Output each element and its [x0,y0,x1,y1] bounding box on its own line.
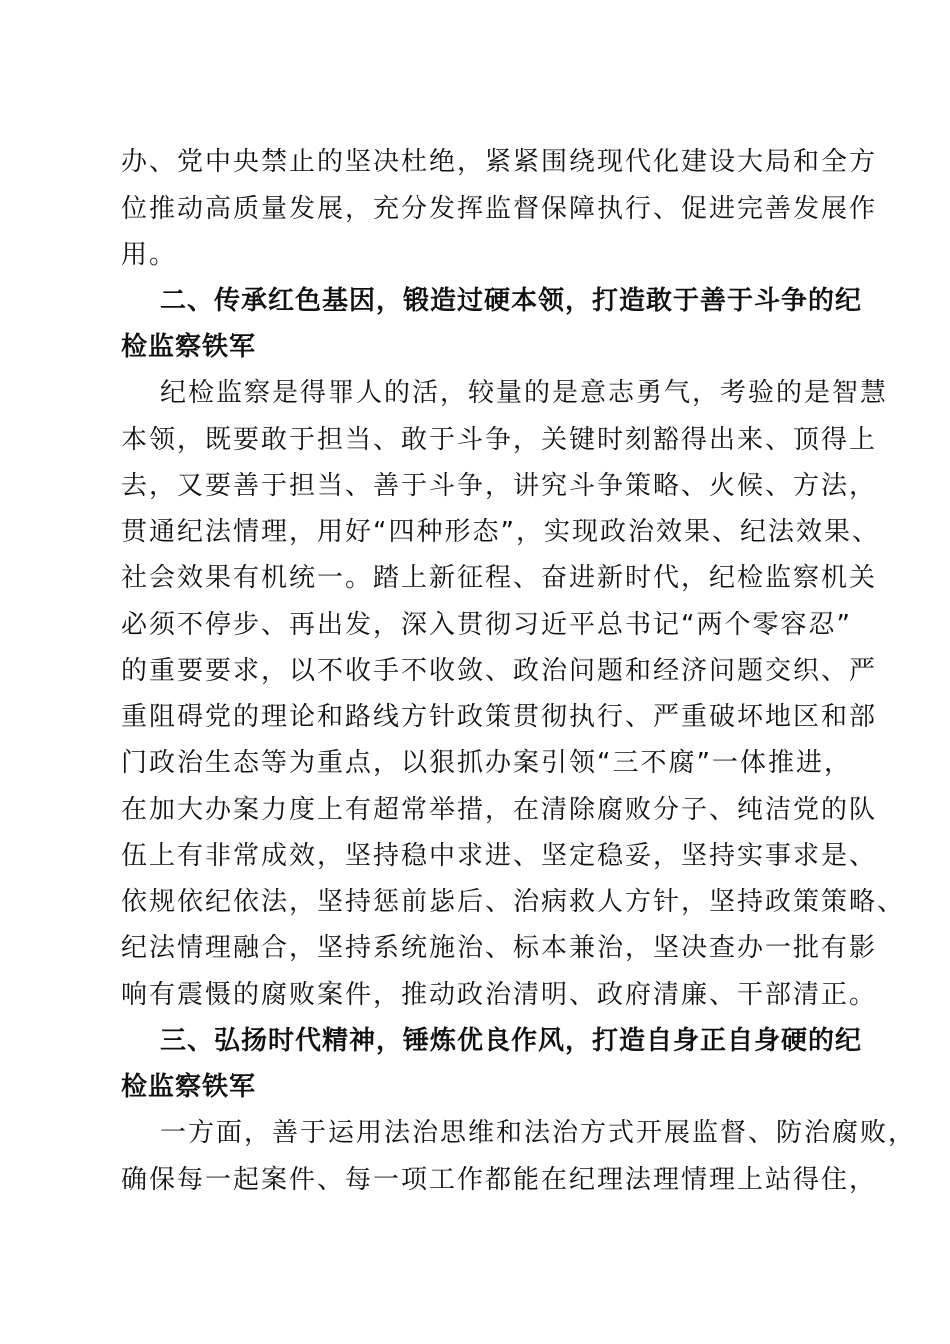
paragraph-line: 确保每一起案件、每一项工作都能在纪理法理情理上站得住， [121,1165,878,1195]
paragraph-line: 纪检监察是得罪人的活，较量的是意志勇气，考验的是智慧 [160,378,889,408]
section-heading-3-cont: 检监察铁军 [121,1072,257,1102]
paragraph-line: 贯通纪法情理，用好“四种形态”，实现政治效果、纪法效果、 [121,517,880,547]
paragraph-line: 去，又要善于担当、善于斗争，讲究斗争策略、火候、方法， [121,471,878,501]
paragraph-line: 位推动高质量发展，充分发挥监督保障执行、促进完善发展作 [121,194,878,224]
paragraph-line: 办、党中央禁止的坚决杜绝，紧紧围绕现代化建设大局和全方 [121,147,878,177]
paragraph-line: 重阻碍党的理论和路线方针政策贯彻执行、严重破坏地区和部 [121,702,878,732]
paragraph-line: 必须不停步、再出发，深入贯彻习近平总书记“两个零容忍” [121,610,852,640]
paragraph-line: 用。 [121,240,178,270]
paragraph-line: 响有震慑的腐败案件，推动政治清明、政府清廉、干部清正。 [121,980,878,1010]
paragraph-line: 一方面，善于运用法治思维和法治方式开展监督、防治腐败， [160,1118,917,1148]
paragraph-line: 伍上有非常成效，坚持稳中求进、坚定稳妥，坚持实事求是、 [121,841,878,871]
paragraph-line: 门政治生态等为重点，以狠抓办案引领“三不腐”一体推进， [121,748,852,778]
paragraph-line: 社会效果有机统一。踏上新征程、奋进新时代，纪检监察机关 [121,563,878,593]
paragraph-line: 在加大办案力度上有超常举措，在清除腐败分子、纯洁党的队 [121,795,878,825]
paragraph-line: 纪法情理融合，坚持系统施治、标本兼治，坚决查办一批有影 [121,933,878,963]
paragraph-line: 的重要要求，以不收手不收敛、政治问题和经济问题交织、严 [121,656,878,686]
paragraph-line: 本领，既要敢于担当、敢于斗争，关键时刻豁得出来、顶得上 [121,425,878,455]
section-heading-2-cont: 检监察铁军 [121,332,257,362]
section-heading-2: 二、传承红色基因，锻造过硬本领，打造敢于善于斗争的纪 [160,286,863,316]
section-heading-3: 三、弘扬时代精神，锤炼优良作风，打造自身正自身硬的纪 [160,1026,863,1056]
paragraph-line: 依规依纪依法，坚持惩前毖后、治病救人方针，坚持政策策略、 [121,887,906,917]
